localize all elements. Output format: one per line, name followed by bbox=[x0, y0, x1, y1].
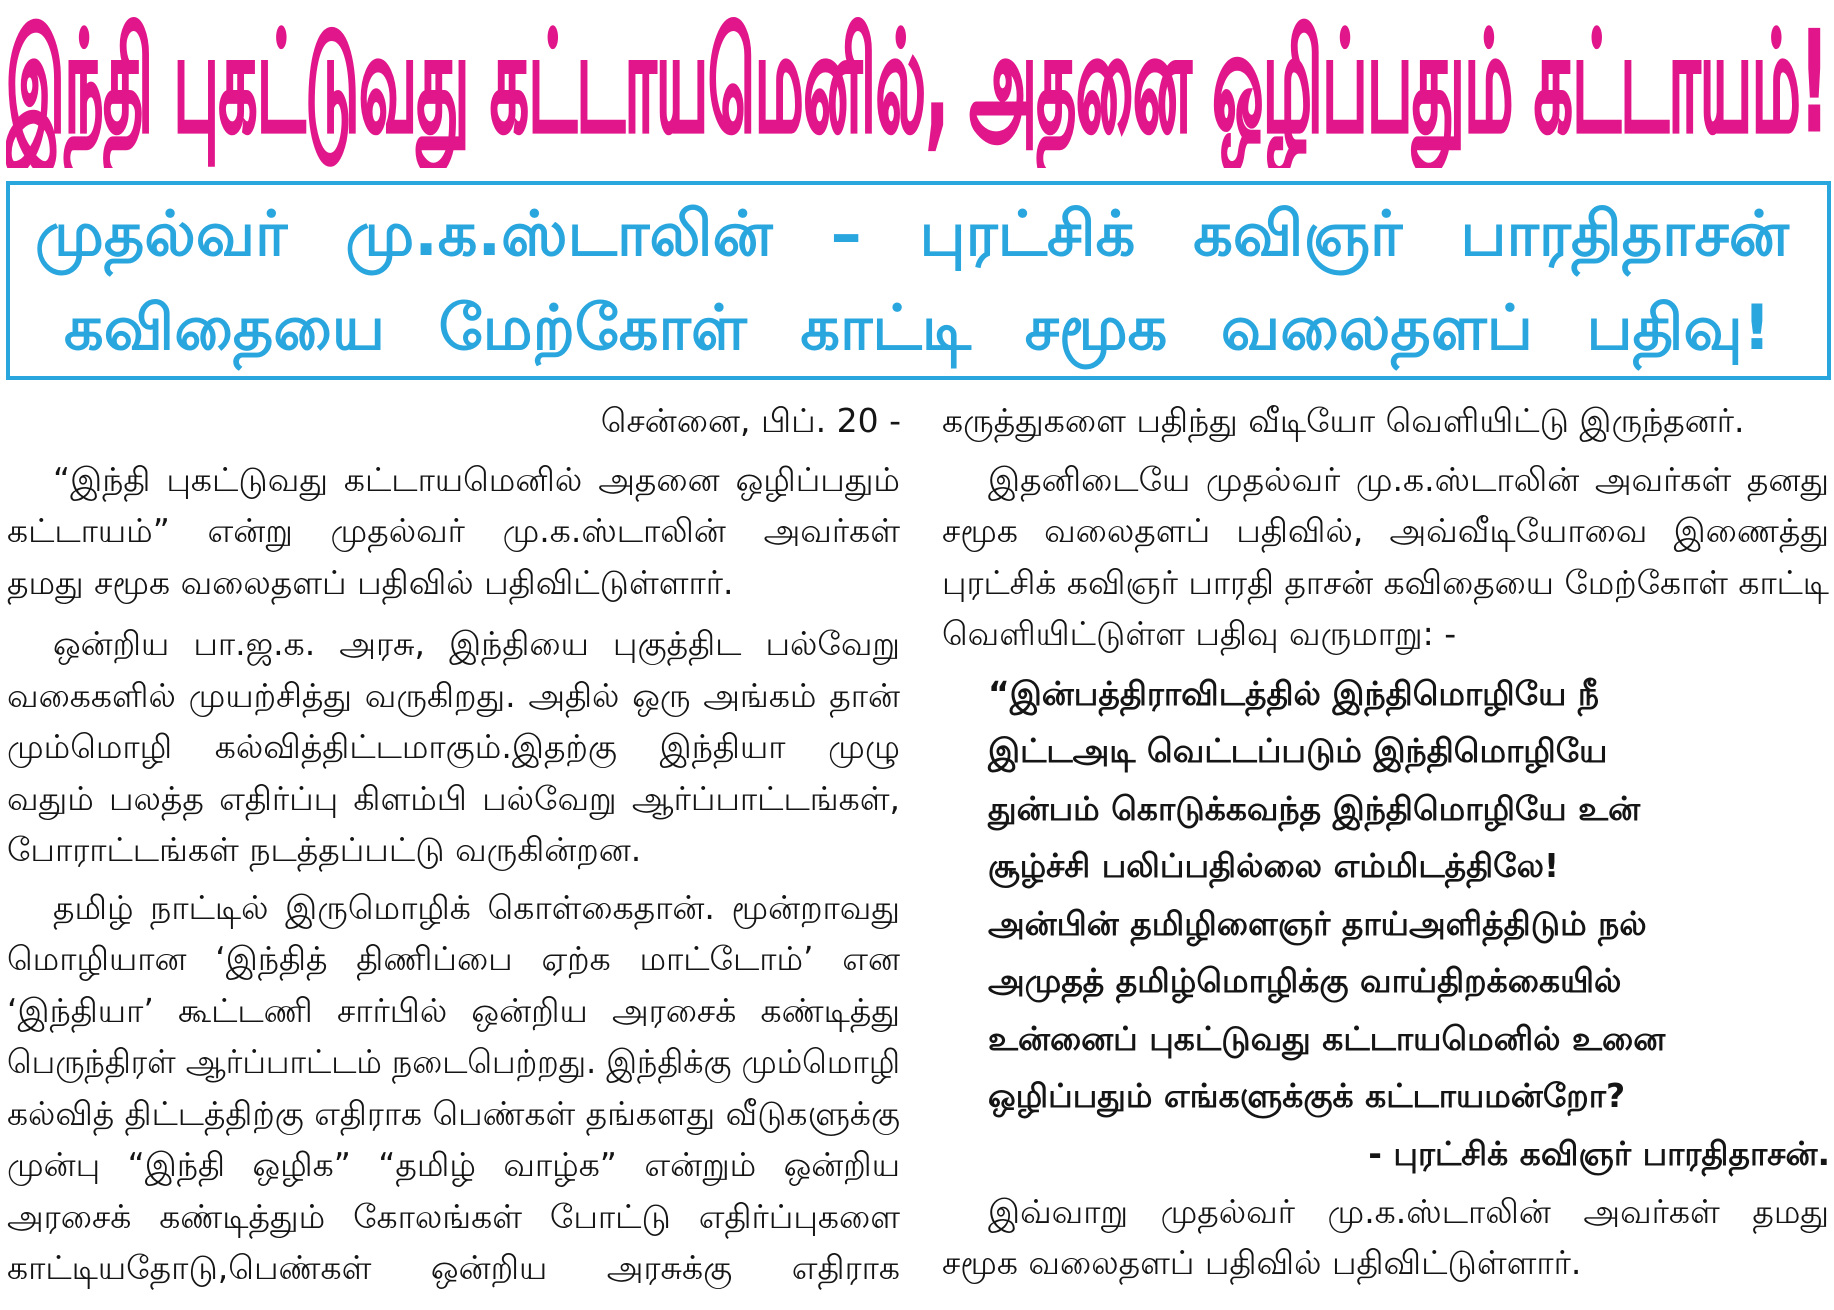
closing-paragraph bbox=[942, 1186, 1830, 1289]
dateline-text: சென்னை, பிப். 20 - bbox=[600, 401, 901, 440]
line-text: முன்பு “இந்தி ஒழிக” “தமிழ் வாழ்க” என்றும் ஒன்றிய bbox=[7, 1145, 900, 1184]
body-line bbox=[942, 454, 1830, 506]
poem-line-text: உன்னைப் புகட்டுவது கட்டாயமெனில் உனை bbox=[988, 1018, 1666, 1058]
body-line bbox=[7, 505, 901, 557]
dateline bbox=[7, 395, 901, 447]
body-line bbox=[7, 454, 901, 506]
paragraph bbox=[7, 882, 901, 1294]
line-text: மொழியான ‘இந்தித் திணிப்பை ஏற்க மாட்டோம்’ என bbox=[7, 939, 900, 978]
line-text: “இந்தி புகட்டுவது கட்டாயமெனில் அதனை ஒழிப்பதும் bbox=[53, 459, 900, 499]
poem-attribution bbox=[942, 1125, 1830, 1183]
poem-line-text: அமுதத் தமிழ்மொழிக்கு வாய்திறக்கையில் bbox=[988, 961, 1622, 1000]
poem-line bbox=[942, 837, 1830, 895]
body-line bbox=[7, 882, 901, 934]
left-column bbox=[7, 395, 901, 1294]
line-text: அரசைக் கண்டித்தும் கோலங்கள் போட்டு எதிர்ப்புகளை bbox=[7, 1196, 900, 1236]
body-line bbox=[7, 773, 901, 825]
poem-line bbox=[942, 895, 1830, 953]
poem-line bbox=[942, 665, 1830, 723]
body-line bbox=[942, 1186, 1830, 1238]
paragraph bbox=[7, 454, 901, 609]
right-column bbox=[942, 395, 1830, 1289]
line-text: கட்டாயம்” என்று முதல்வர் மு.க.ஸ்டாலின் அவர்கள் bbox=[7, 511, 900, 550]
body-line bbox=[7, 824, 901, 876]
subheadline-text: முதல்வர் மு.க.ஸ்டாலின் – புரட்சிக் கவிஞர் பாரதிதாசன் bbox=[35, 197, 1789, 270]
line-text: சமூக வலைதளப் பதிவில் பதிவிட்டுள்ளார். bbox=[942, 1243, 1582, 1282]
body-line bbox=[7, 1139, 901, 1191]
line-text: தமது சமூக வலைதளப் பதிவில் பதிவிட்டுள்ளார். bbox=[7, 562, 734, 602]
paragraph bbox=[7, 618, 901, 876]
line-text: வெளியிட்டுள்ள பதிவு வருமாறு: - bbox=[942, 614, 1457, 653]
body-line bbox=[7, 933, 901, 985]
body-line bbox=[942, 395, 1830, 447]
body-line bbox=[7, 985, 901, 1037]
subheadline-line-2 bbox=[10, 281, 1827, 375]
body-line bbox=[7, 1088, 901, 1140]
subheadline-text: கவிதையை மேற்கோள் காட்டி சமூக வலைதளப் பதிவு! bbox=[64, 291, 1771, 364]
headline-text: இந்தி புகட்டுவது கட்டாயமெனில், அதனை ஒழிப்பதும் கட்டாயம்! bbox=[6, 2, 1828, 163]
poem-line-text: இட்டஅடி வெட்டப்படும் இந்திமொழியே bbox=[988, 731, 1608, 770]
poem-line bbox=[942, 1010, 1830, 1068]
line-text: கருத்துகளை பதிந்து வீடியோ வெளியிட்டு இருந்தனர். bbox=[942, 401, 1745, 440]
subheadline-line-1 bbox=[10, 187, 1827, 281]
line-text: புரட்சிக் கவிஞர் பாரதி தாசன் கவிதையை மேற்கோள் காட்டி bbox=[942, 562, 1829, 602]
poem-line bbox=[942, 1067, 1830, 1125]
line-text: மும்மொழி கல்வித்திட்டமாகும்.இதற்கு இந்தியா முழு bbox=[7, 727, 900, 766]
body-line bbox=[942, 1237, 1830, 1289]
line-text: காட்டியதோடு,பெண்கள் ஒன்றிய அரசுக்கு எதிராக bbox=[7, 1248, 900, 1287]
body-line bbox=[7, 1242, 901, 1294]
poem-line-text: துன்பம் கொடுக்கவந்த இந்திமொழியே உன் bbox=[988, 788, 1641, 828]
body-line bbox=[7, 721, 901, 773]
poem-attribution-text: - புரட்சிக் கவிஞர் பாரதிதாசன். bbox=[1368, 1133, 1830, 1173]
line-text: வதும் பலத்த எதிர்ப்பு கிளம்பி பல்வேறு ஆர்ப்பாட்டங்கள், bbox=[7, 778, 900, 818]
poem-line bbox=[942, 952, 1830, 1010]
poem-block bbox=[942, 665, 1830, 1183]
body-line bbox=[7, 1191, 901, 1243]
body-line bbox=[7, 557, 901, 609]
line-text: இவ்வாறு முதல்வர் மு.க.ஸ்டாலின் அவர்கள் தமது bbox=[988, 1191, 1829, 1231]
line-text: ‘இந்தியா’ கூட்டணி சார்பில் ஒன்றிய அரசைக் கண்டித்து bbox=[7, 990, 900, 1030]
line-text: போராட்டங்கள் நடத்தப்பட்டு வருகின்றன. bbox=[7, 830, 642, 869]
poem-line bbox=[942, 780, 1830, 838]
poem-line-text: “இன்பத்திராவிடத்தில் இந்திமொழியே நீ bbox=[988, 673, 1600, 713]
paragraph bbox=[942, 454, 1830, 660]
body-line bbox=[942, 608, 1830, 660]
poem-line bbox=[942, 722, 1830, 780]
line-text: சமூக வலைதளப் பதிவில், அவ்வீடியோவை இணைத்து bbox=[942, 511, 1829, 550]
body-line bbox=[942, 505, 1830, 557]
body-line bbox=[7, 1036, 901, 1088]
line-text: வகைகளில் முயற்சித்து வருகிறது. அதில் ஒரு அங்கம் தான் bbox=[7, 675, 900, 715]
body-line bbox=[7, 618, 901, 670]
subheadline-box bbox=[6, 181, 1831, 380]
poem-line-text: ஒழிப்பதும் எங்களுக்குக் கட்டாயமன்றோ? bbox=[988, 1076, 1626, 1115]
line-text: கல்வித் திட்டத்திற்கு எதிராக பெண்கள் தங்களது வீடுகளுக்கு bbox=[7, 1093, 900, 1133]
body-line bbox=[7, 670, 901, 722]
poem-line-text: அன்பின் தமிழிளைஞர் தாய்அளித்திடும் நல் bbox=[988, 903, 1647, 943]
poem-line-text: சூழ்ச்சி பலிப்பதில்லை எம்மிடத்திலே! bbox=[988, 846, 1560, 885]
body-line bbox=[942, 557, 1830, 609]
headline bbox=[6, 0, 1828, 168]
line-text: தமிழ் நாட்டில் இருமொழிக் கொள்கைதான். மூன்றாவது bbox=[53, 887, 900, 927]
line-text: இதனிடையே முதல்வர் மு.க.ஸ்டாலின் அவர்கள் தனது bbox=[988, 459, 1829, 499]
line-text: பெருந்திரள் ஆர்ப்பாட்டம் நடைபெற்றது. இந்திக்கு மும்மொழி bbox=[7, 1042, 900, 1081]
paragraph-continued bbox=[942, 395, 1830, 447]
line-text: ஒன்றிய பா.ஜ.க. அரசு, இந்தியை புகுத்திட பல்வேறு bbox=[53, 624, 900, 663]
